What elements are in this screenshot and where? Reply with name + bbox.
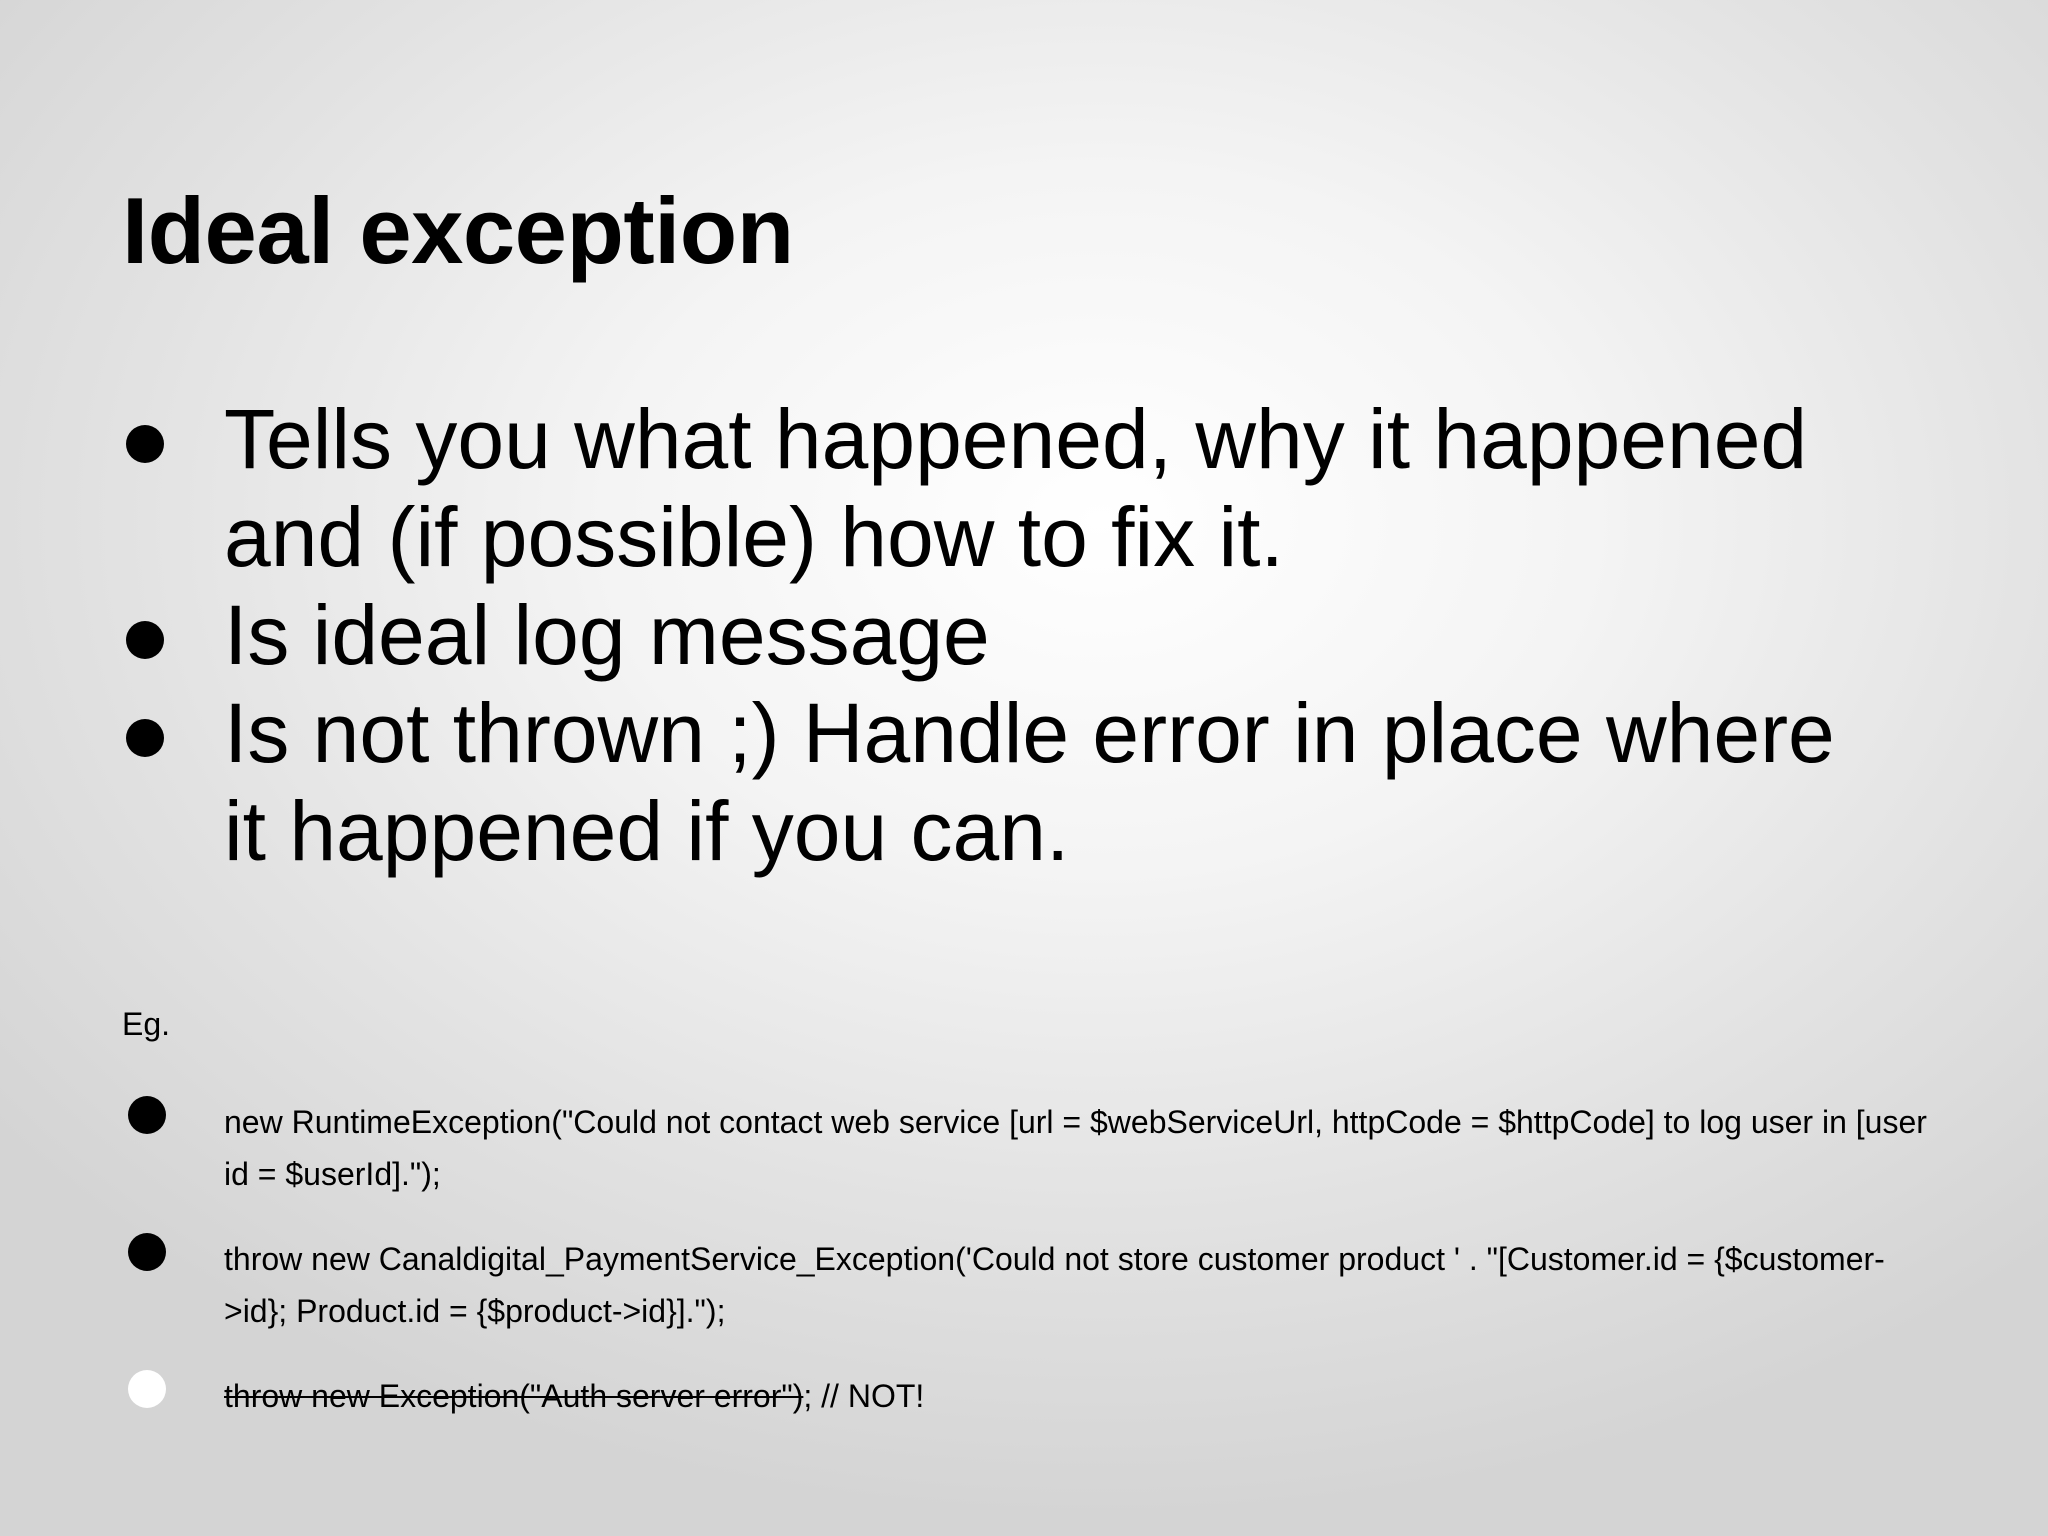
example-label: Eg. [122,1006,171,1042]
main-bullet-text: Is not thrown ;) Handle error in place where it happened if you can. [224,686,1835,878]
main-bullet-item [0,684,1874,880]
example-item [0,1233,1934,1337]
bullet-dot-icon [126,425,164,463]
example-item-bad [0,1370,1934,1422]
slide-title: Ideal exception [122,178,794,283]
bullet-dot-icon [128,1233,166,1271]
main-bullet-item [0,390,1874,586]
bullet-dot-icon [126,621,164,659]
bullet-dot-icon [126,719,164,757]
not-comment-text: ; // NOT! [803,1378,925,1414]
main-bullet-list [0,390,2048,880]
bullet-dot-icon [128,1096,166,1134]
main-bullet-text: Is ideal log message [224,588,990,682]
example-list [0,1096,2048,1455]
hollow-bullet-dot-icon [128,1370,166,1408]
main-bullet-text: Tells you what happened, why it happened and (if possible) how to fix it. [224,392,1808,584]
example-code-text: new RuntimeException("Could not contact web service [url = $webServiceUrl, httpCode = $httpCode] to log user in [user id = $userId]."); [224,1104,1927,1192]
example-code-text: throw new Canaldigital_PaymentService_Exception('Could not store customer product ' . "[Customer.id = {$customer->id}; Product.id = {$product->id}]."); [224,1241,1885,1329]
main-bullet-item [0,586,1874,684]
struck-code-text: throw new Exception("Auth server error") [224,1378,804,1414]
example-item [0,1096,1934,1200]
